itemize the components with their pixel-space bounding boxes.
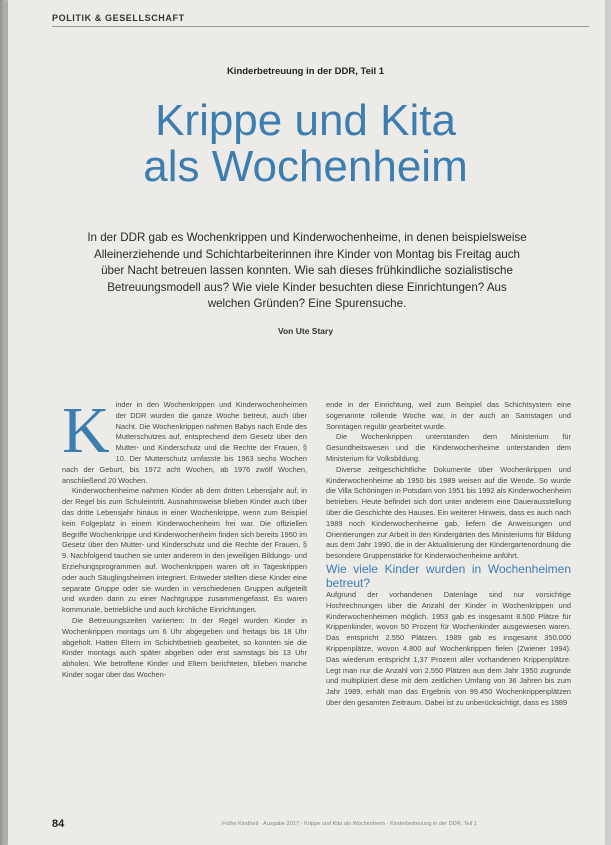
section-subheading: Wie viele Kinder wurden in Wochenheimen betreut? [326,561,571,590]
body-paragraph: Diverse zeitgeschichtliche Dokumente über Wochenkrippen und Kinderwochenheime ab 1950 bis 1989 weisen auf die Wende. So wurde die Villa Schöningen in Potsdam von 1951 bis 1992 als Kinderwochenheim betrieben. Heute befindet sich dort unter anderem eine Dauerausstellung über die Geschichte des Hauses. Ein weiterer Hinweis, dass es auch nach 1989 noch Kinderwochenheime gab, liefern die Anweisungen und Orientierungen zur Arbeit in den Kindergärten des Ministeriums für Bildung aus dem Jahr 1990, die in der Aktualisierung der Kindergartenordnung die besondere Gruppenstärke für Kinderwochenheime anführt. [326,464,571,561]
article-title [0,98,611,190]
footer-source-line: Frühe Kindheit · Ausgabe 2017 · Krippe und Kita als Wochenheim · Kinderbetreuung in der DDR, Teil 1 [222,821,477,827]
body-paragraph: ende in der Einrichtung, weil zum Beispiel das Schichtsystem eine sogenannte rollende Woche war, in der auch an Samstagen und Sonntagen regulär gearbeitet wurde. [326,400,571,431]
drop-cap: K [62,394,110,467]
article-byline: Von Ute Stary [277,326,334,336]
body-paragraph: Die Wochenkrippen unterstanden dem Ministerium für Gesundheitswesen und die Kinderwochenheime unterstanden dem Ministerium für Volksbildung. [326,432,571,463]
body-paragraph: Aufgrund der vorhandenen Datenlage sind nur vorsichtige Hochrechnungen über die Anzahl der Kinder in Wochenkrippen und Kinderwochenheimen möglich. 1953 gab es insgesamt 8.500 Plätze für Krippenkinder, wovon 50 Prozent für Wochenkinder ausgewiesen waren. Das entspricht 2.550 Plätzen. 1989 gab es insgesamt 350.000 Krippenplätze, wovon 4.800 auf Wochenkrippen fielen (Zwiener 1994). Das wiederum entspricht 1,37 Prozent aller vorhandenen Krippenplätze. Legt man nur die Anzahl von 2.550 Plätzen aus dem Jahr 1950 zugrunde und multipliziert diese mit dem zeitlichen Umfang von 36 Jahren bis zum Jahr 1989, erhält man das Ergebnis von 99.450 Wochenkrippenplätzen über den gesamten Zeitraum. Dabei ist zu unberücksichtigt, dass es 1989 [326,589,571,707]
body-column-right [326,400,571,709]
title-line-1: Krippe und Kita [155,96,456,145]
body-paragraph: inder in den Wochenkrippen und Kinderwochenheimen der DDR wurden die ganze Woche betreut, auch über Nacht. Die Wochenkrippen nahmen Babys nach Ende des Mutterschutzes auf, entsprechend dem Gesetz über den Mutter- und Kinderschutz und die Rechte der Frauen, § 10. Der Mutterschutz umfasste bis 1963 sechs Wochen nach der Geburt, bis 1972 acht Wochen, ab 1976 zwölf Wochen, anschließend 20 Wochen. [62,400,307,485]
section-rubric: POLITIK & GESELLSCHAFT [52,13,185,23]
body-column-left [62,394,307,681]
article-lead: In der DDR gab es Wochenkrippen und Kinderwochenheime, in denen beispielsweise Alleinerziehende und Schichtarbeiterinnen ihre Kinder von Montag bis Freitag auch über Nacht betreuen lassen konnten. Wie sah dieses frühkindliche sozialistische Betreuungsmodell aus? Wie viele Kinder besuchten diese Einrichtungen? Aus welchen Gründen? Eine Spurensuche. [87,231,527,311]
header-rule [52,26,589,27]
body-paragraph: Kinderwochenheime nahmen Kinder ab dem dritten Lebensjahr auf, in der Regel bis zum Schuleintritt. Ausnahmsweise blieben Kinder auch über das dritte Lebensjahr hinaus in einer Wochenkrippe, wenn zum Beispiel kein Folgeplatz in einem Kinderwochenheim frei war. Die offiziellen Begriffe Wochenkrippe und Kinderwochenheim finden sich bereits 1950 im Gesetz über den Mutter- und Kinderschutz und die Rechte der Frauen, § 9. Nachfolgend tauchen sie unter anderem in den jeweiligen Bildungs- und Erziehungsprogrammen auf. Wochenkrippen waren oft in Tageskrippen oder auch Säuglingsheimen integriert. Entweder stellten diese Kinder eine separate Gruppe oder sie wurden in verschiedenen Gruppen aufgeteilt und wurden dann zu einer Nachtgruppe zusammengefasst. Es waren kommunale, betriebliche und auch kirchliche Einrichtungen. [62,486,307,615]
title-line-2: als Wochenheim [143,142,468,191]
page-number: 84 [52,818,65,830]
article-kicker: Kinderbetreuung in der DDR, Teil 1 [226,66,385,77]
body-paragraph: Die Betreuungszeiten variierten: In der Regel wurden Kinder in Wochenkrippen montags um 6 Uhr abgegeben und freitags bis 18 Uhr abgeholt. Hatten Eltern im Schichtbetrieb gearbeitet, so konnten sie die Kinder montags auch später abgeben oder erst samstags bis 13 Uhr abholen. Wie betroffene Kinder und Eltern berichteten, blieben manche Kinder sogar über das Wochen- [62,615,307,679]
